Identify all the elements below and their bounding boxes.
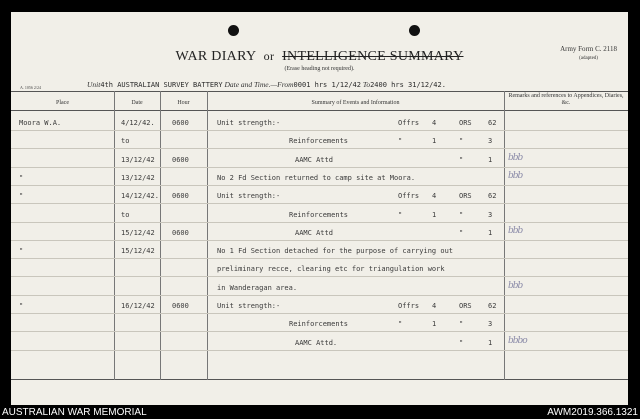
entry-c3: " (459, 320, 464, 329)
caption-institution: AUSTRALIAN WAR MEMORIAL (2, 407, 147, 418)
punch-hole-left (228, 25, 239, 36)
punch-hole-right (409, 25, 420, 36)
title-main: WAR DIARY (175, 49, 256, 64)
entry-hour: 0600 (172, 302, 189, 310)
col-divider-hour (207, 91, 208, 380)
entry-c1: " (398, 210, 403, 219)
entry-hour: 0600 (172, 155, 189, 164)
entry-c2: 1 (432, 137, 437, 146)
entry-summary: Reinforcements (289, 210, 349, 219)
entry-date: 14/12/42. (121, 192, 159, 201)
entry-c1: " (398, 320, 403, 329)
entry-place: Moora W.A. (19, 119, 62, 127)
entry-c3: " (459, 155, 464, 164)
entry-summary: AAMC Attd (295, 155, 333, 164)
entry-summary: Reinforcements (289, 320, 349, 329)
date-to: 2400 hrs 31/12/42. (370, 81, 446, 89)
handwritten-initials: bbb (508, 170, 523, 181)
row-rule (11, 276, 628, 277)
date-label: Date and Time.—From (224, 80, 294, 89)
table-top-rule (11, 91, 628, 92)
entry-summary: No 2 Fd Section returned to camp site at Moora. (217, 173, 416, 182)
entry-hour: 0600 (172, 192, 189, 201)
date-from: 0001 hrs 1/12/42 (293, 81, 361, 89)
entry-c4: 1 (488, 228, 493, 237)
entry-c3: ORS (459, 302, 472, 310)
entry-c4: 3 (488, 210, 493, 219)
col-divider-date (160, 91, 161, 380)
entry-c4: 62 (488, 302, 497, 310)
entry-date: 4/12/42. (121, 119, 155, 127)
entry-date: to (121, 210, 130, 219)
entry-c3: " (459, 137, 464, 146)
entry-c4: 62 (488, 192, 497, 201)
unit-line (87, 80, 446, 89)
unit-label: Unit (87, 80, 101, 89)
entry-place: " (19, 247, 24, 256)
form-number (560, 45, 617, 63)
row-rule (11, 167, 628, 168)
handwritten-initials: bbbo (508, 335, 527, 346)
entry-c2: 1 (432, 210, 437, 219)
unit-value: 4th AUSTRALIAN SURVEY BATTERY (100, 81, 223, 89)
entry-c3: " (459, 228, 464, 237)
col-header-date: Date (131, 100, 143, 106)
entry-c1: Offrs (398, 119, 420, 127)
row-rule (11, 295, 628, 296)
entry-summary: in Wanderagan area. (217, 283, 298, 292)
diary-sheet (11, 12, 628, 405)
col-divider-place (114, 91, 115, 380)
table-bottom-rule (11, 379, 628, 380)
entry-c2: 4 (432, 302, 437, 310)
header-rule (11, 110, 628, 111)
entry-date: 15/12/42 (121, 228, 155, 237)
entry-summary: AAMC Attd (295, 228, 333, 237)
entry-summary: Unit strength:- (217, 192, 281, 201)
row-rule (11, 185, 628, 186)
caption-accession: AWM2019.366.1321 (547, 407, 638, 418)
col-header-hour: Hour (177, 100, 190, 106)
entry-date: 13/12/42 (121, 173, 155, 182)
entry-summary: Unit strength:- (217, 119, 281, 127)
entry-c2: 4 (432, 192, 437, 201)
row-rule (11, 240, 628, 241)
row-rule (11, 203, 628, 204)
entry-c4: 3 (488, 320, 493, 329)
col-header-place: Place (56, 100, 69, 106)
entry-c3: ORS (459, 119, 472, 127)
entry-c4: 3 (488, 137, 493, 146)
entry-c2: 4 (432, 119, 437, 127)
entry-summary: Reinforcements (289, 137, 349, 146)
handwritten-initials: bbb (508, 152, 523, 163)
entry-date: 15/12/42 (121, 247, 155, 256)
row-rule (11, 258, 628, 259)
row-rule (11, 350, 628, 351)
entry-summary: preliminary recce, clearing etc for triangulation work (217, 265, 445, 274)
row-rule (11, 313, 628, 314)
entry-c1: Offrs (398, 192, 420, 201)
entry-c2: 1 (432, 320, 437, 329)
handwritten-initials: bbb (508, 280, 523, 291)
entry-hour: 0600 (172, 119, 189, 127)
title-struck: INTELLIGENCE SUMMARY (282, 49, 464, 64)
entry-place: " (19, 192, 24, 201)
entry-c3: " (459, 210, 464, 219)
entry-c3: ORS (459, 192, 472, 201)
form-title (11, 49, 628, 65)
row-rule (11, 130, 628, 131)
row-rule (11, 148, 628, 149)
entry-c1: Offrs (398, 302, 420, 310)
entry-date: 16/12/42 (121, 302, 155, 310)
title-or: or (263, 49, 275, 63)
col-divider-summary (504, 91, 505, 380)
col-header-summary: Summary of Events and Information (311, 100, 400, 106)
entry-c4: 1 (488, 155, 493, 164)
entry-summary: AAMC Attd. (295, 338, 338, 347)
entry-c3: " (459, 338, 464, 347)
entry-summary: Unit strength:- (217, 302, 281, 310)
entry-hour: 0600 (172, 228, 189, 237)
handwritten-initials: bbb (508, 225, 523, 236)
date-to-label: To (362, 80, 371, 89)
entry-place: " (19, 173, 24, 182)
form-number-sub: (adapted) (579, 56, 598, 61)
entry-c4: 1 (488, 338, 493, 347)
col-header-remarks: Remarks and references to Appendices, Diaries, &c. (508, 93, 624, 106)
title-subnote: (Erase heading not required). (284, 66, 355, 72)
entry-date: to (121, 137, 130, 146)
print-code: A. 1056 2/24 (20, 85, 41, 90)
entry-date: 13/12/42 (121, 155, 155, 164)
form-number-text: Army Form C. 2118 (560, 45, 617, 53)
entry-place: " (19, 302, 24, 310)
row-rule (11, 331, 628, 332)
entry-c4: 62 (488, 119, 497, 127)
row-rule (11, 222, 628, 223)
entry-summary: No 1 Fd Section detached for the purpose of carrying out (217, 247, 454, 256)
entry-c1: " (398, 137, 403, 146)
